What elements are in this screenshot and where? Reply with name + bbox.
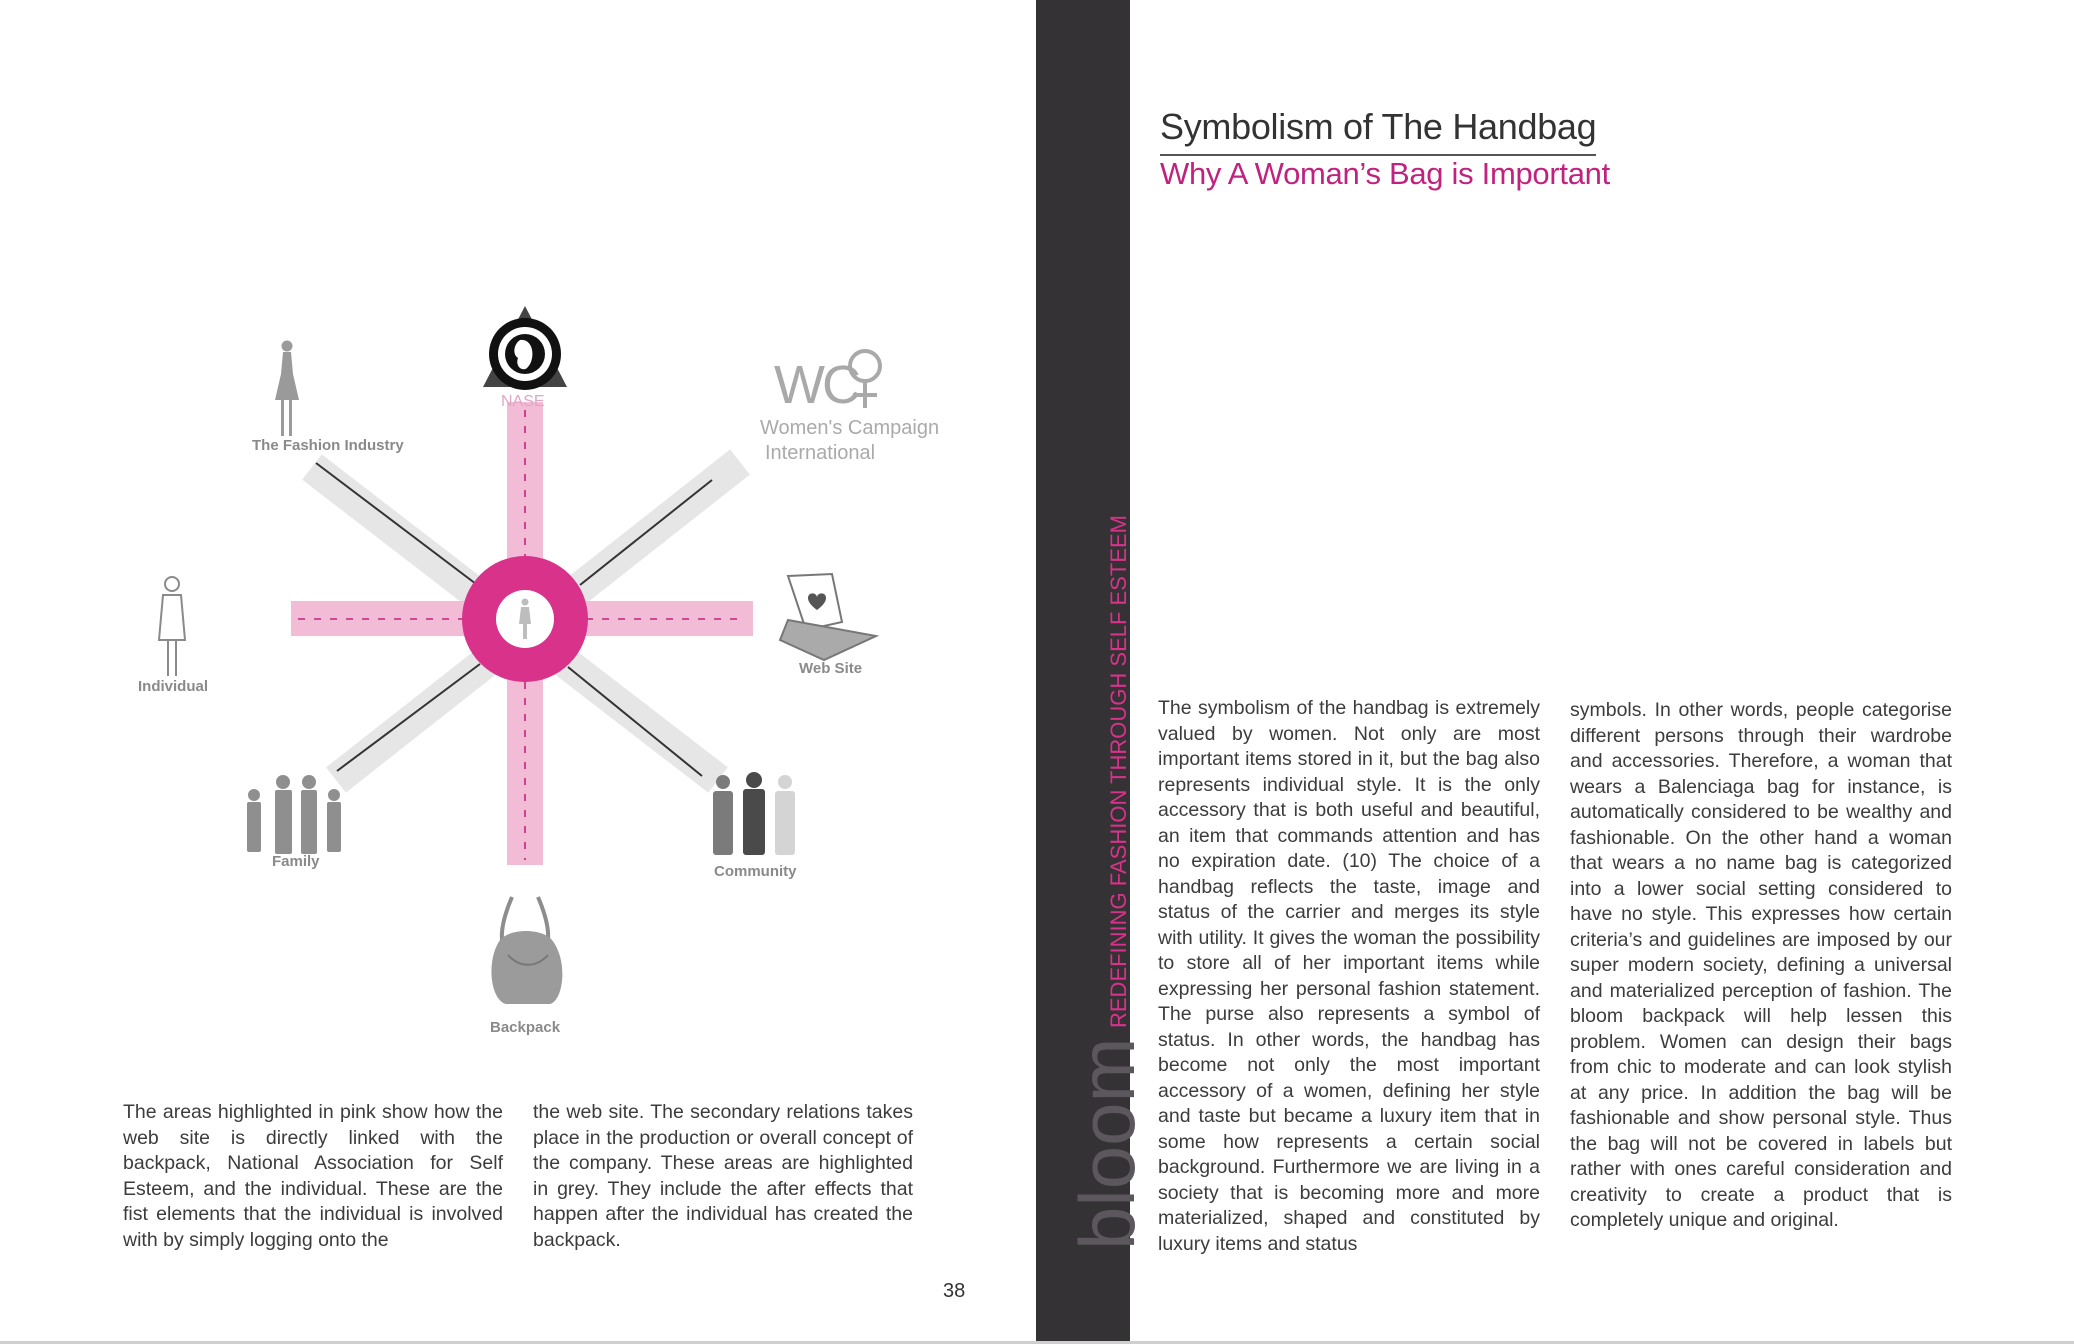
connector-fashion-industry — [316, 463, 480, 587]
page-title: Symbolism of The Handbag — [1160, 106, 1597, 147]
label-nase: NASE — [501, 393, 545, 410]
relationship-diagram — [0, 0, 1036, 1080]
backpack-icon — [491, 897, 562, 1004]
laptop-icon — [780, 574, 876, 660]
label-wci-line2: International — [765, 442, 876, 464]
right-paragraph-col-2: symbols. In other words, people categorise different persons through their wardrobe and accessories. Therefore, a woman that wears a Balenciaga bag for instance, is automatically considered to be wealthy and fashionable. On the other hand a woman that wears a no name bag is categorized into a lower social setting considered to have no style. This expresses how certain criteria’s and guidelines are imposed by our super modern society, defining a universal and materialized perception of fashion. The bloom backpack will help lessen this problem. Women can design their bags from chic to moderate and can look stylish at any price. In addition the bag will be fashionable and show personal style. Thus the bag will not be covered in labels but rather with ones careful consideration and creativity to create a product that is completely unique and original. — [1570, 699, 1952, 1231]
hub — [462, 556, 588, 682]
fashion-model-icon — [275, 341, 299, 437]
label-individual: Individual — [138, 678, 209, 695]
wci-logo-letters: WC — [774, 355, 858, 415]
family-group-icon — [247, 775, 341, 854]
label-community: Community — [714, 863, 797, 880]
page-subtitle: Why A Woman’s Bag is Important — [1160, 156, 1610, 191]
right-paragraph-col-1: The symbolism of the handbag is extremely valued by women. Not only are most important items stored in it, but the bag also represents individual style. It is the only accessory that is both useful and beautiful, an item that commands attention and has no expiration date. (10) The choice of a handbag reflects the taste, image and status of the carrier and merges its style with utility. It gives the woman the possibility to store all of her important items while expressing her personal fashion statement. The purse also represents a symbol of status. In other words, the handbag has become not only the most important accessory of a women, defining her style and taste but became a luxury item that in some how represents a certain social background. Furthermore we are living in a society that is becoming more and more materialized, shaped and constituted by luxury items and status — [1158, 697, 1540, 1255]
label-backpack: Backpack — [490, 1019, 561, 1036]
connector-community — [568, 667, 702, 776]
page-number: 38 — [943, 1280, 966, 1302]
connector-family — [337, 664, 480, 771]
connector-wci — [580, 480, 712, 585]
left-paragraph-col-2: the web site. The secondary relations takes place in the production or overall concept of the company. These areas are highlighted in grey. They include the after effects that happen after the individual has created the backpack. — [533, 1101, 913, 1251]
left-paragraph-col-1: The areas highlighted in pink show how the web site is directly linked with the backpack, National Association for Self Esteem, and the individual. These are the fist elements that the individual is involved with by simply logging onto the — [123, 1101, 503, 1251]
spine-tagline: REDEFINING FASHION THROUGH SELF ESTEEM — [1106, 515, 1131, 1028]
label-fashion-industry: The Fashion Industry — [252, 437, 404, 454]
individual-figure-icon — [159, 577, 185, 676]
spine-brand: bloom — [1063, 1037, 1151, 1250]
label-family: Family — [272, 853, 320, 870]
label-wci-line1: Women's Campaign — [760, 417, 940, 439]
left-page — [0, 0, 1036, 1341]
nase-logo-icon — [483, 306, 567, 390]
spine-vertical-text — [1036, 0, 1151, 1341]
community-group-icon — [713, 772, 795, 855]
label-web-site: Web Site — [799, 660, 863, 677]
